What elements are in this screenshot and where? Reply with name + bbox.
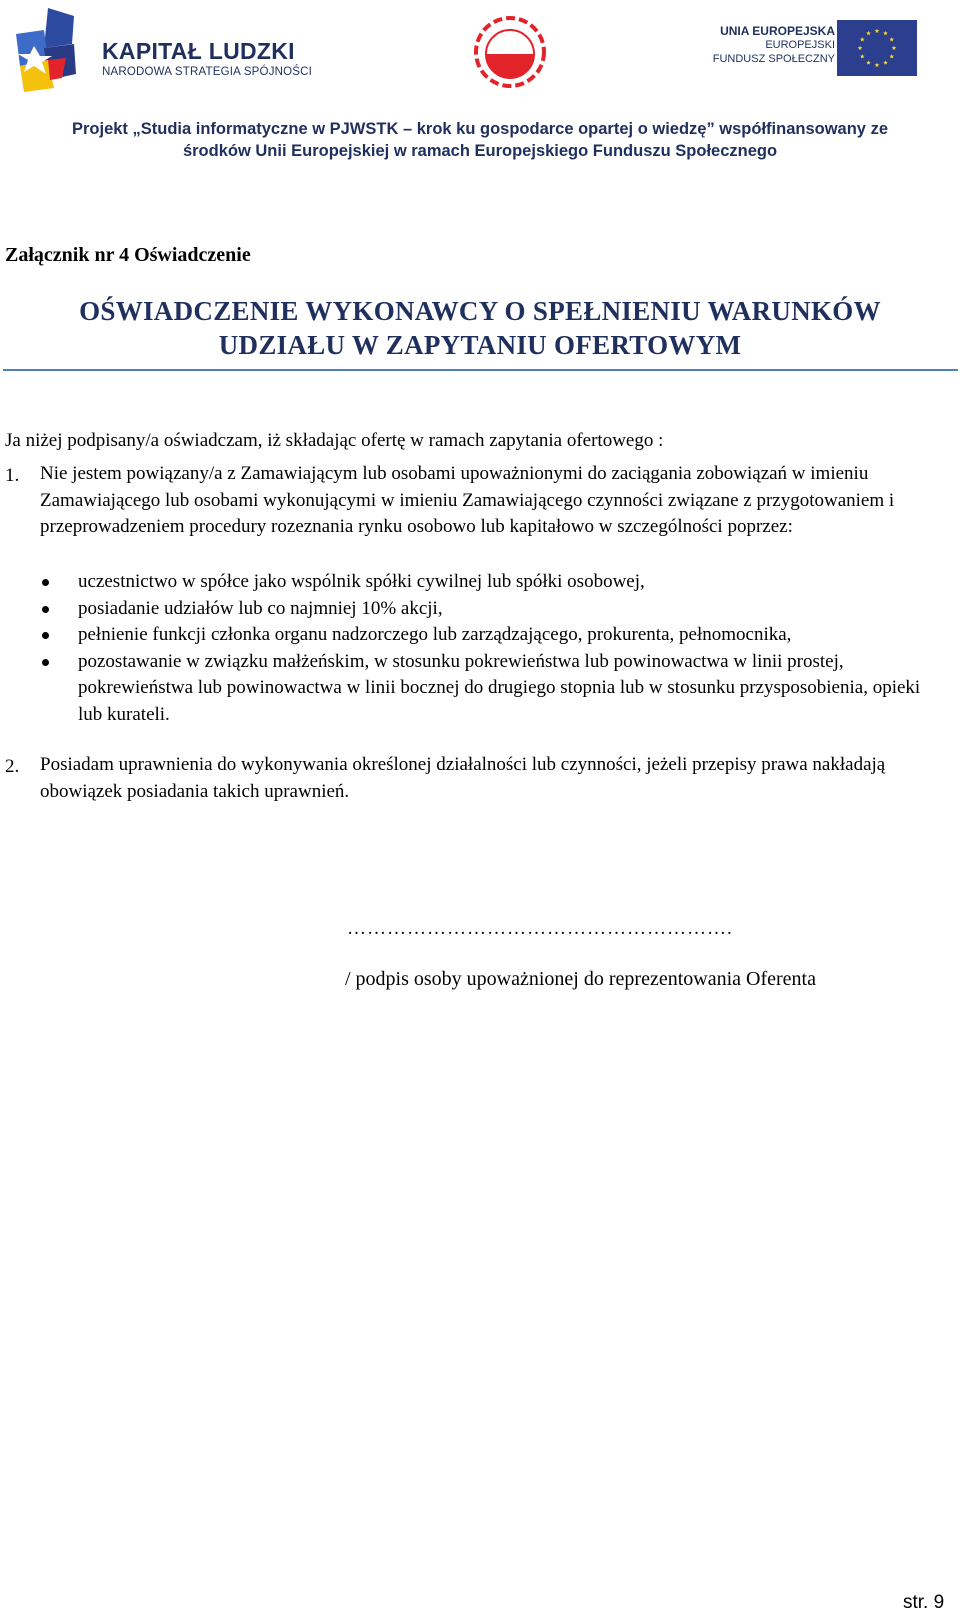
- project-line-2: środków Unii Europejskiej w ramach Europejskiego Funduszu Społecznego: [182, 142, 778, 160]
- title-divider: [3, 369, 958, 371]
- annex-label: Załącznik nr 4 Oświadczenie: [5, 244, 251, 266]
- bullet-text: pozostawanie w związku małżeńskim, w stosunku pokrewieństwa lub powinowactwa w linii prostej, pokrewieństwa lub powinowactwa w linii bocznej do drugiego stopnia lub w stosunku przysposobienia, opieki lub kurateli.: [78, 650, 921, 725]
- bullet-text: pełnienie funkcji członka organu nadzorczego lub zarządzającego, prokurenta, pełnomocnika,: [78, 624, 792, 645]
- list-item: [40, 622, 947, 649]
- eu-line-3: FUNDUSZ SPOŁECZNY: [712, 53, 835, 65]
- signature-line: ………………………………………………….: [347, 918, 733, 939]
- bullet-text: posiadanie udziałów lub co najmniej 10% akcji,: [78, 597, 443, 619]
- kapital-ludzki-subtitle: NARODOWA STRATEGIA SPÓJNOŚCI: [102, 66, 313, 78]
- eu-logo: [712, 16, 945, 86]
- eu-line-1: UNIA EUROPEJSKA: [720, 24, 835, 38]
- signature-caption: / podpis osoby upoważnionej do reprezentowania Oferenta: [345, 968, 816, 990]
- kapital-ludzki-title: KAPITAŁ LUDZKI: [102, 38, 295, 64]
- eu-flag-icon: [837, 20, 917, 76]
- project-line-1: Projekt „Studia informatyczne w PJWSTK – krok ku gospodarce opartej o wiedzę” współfinansowany ze: [71, 120, 888, 138]
- bullet-icon: [42, 659, 49, 666]
- kapital-ludzki-emblem-icon: [14, 8, 94, 92]
- eu-line-2: EUROPEJSKI: [765, 39, 835, 51]
- item-2-number: 2.: [5, 756, 20, 777]
- item-1-number: 1.: [5, 465, 20, 486]
- page-number: str. 9: [903, 1592, 945, 1613]
- item-1-text: Nie jestem powiązany/a z Zamawiającym lub osobami upoważnionymi do zaciągania zobowiązań w imieniu Zamawiającego lub osobami wykonującymi w imieniu Zamawiającego czynności związane z przygotowaniem i przeprowadzeniem procedury rozeznania rynku osobowo lub kapitałowo w szczególności poprzez:: [40, 463, 895, 537]
- pjwstk-logo: [466, 10, 556, 94]
- kapital-ludzki-logo: [14, 8, 344, 94]
- item-1-bullet-list: [40, 569, 947, 728]
- title-line-1: OŚWIADCZENIE WYKONAWCY O SPEŁNIENIU WARUNKÓW: [79, 296, 881, 326]
- item-2-text: Posiadam uprawnienia do wykonywania określonej działalności lub czynności, jeżeli przepisy prawa nakładają obowiązek posiadania takich uprawnień.: [40, 754, 886, 802]
- list-item: [40, 649, 947, 729]
- eu-text: [713, 24, 835, 66]
- bullet-icon: [42, 606, 49, 613]
- pjwstk-emblem-icon: [466, 10, 556, 94]
- project-header: [20, 118, 940, 162]
- bullet-text: uczestnictwo w spółce jako wspólnik spółki cywilnej lub spółki osobowej,: [78, 571, 645, 592]
- bullet-icon: [42, 579, 49, 586]
- list-item: [40, 569, 947, 596]
- intro-text: Ja niżej podpisany/a oświadczam, iż składając ofertę w ramach zapytania ofertowego :: [5, 430, 664, 451]
- list-item: [40, 596, 947, 623]
- document-title: [20, 294, 940, 362]
- bullet-icon: [42, 632, 49, 639]
- title-line-2: UDZIAŁU W ZAPYTANIU OFERTOWYM: [218, 330, 742, 360]
